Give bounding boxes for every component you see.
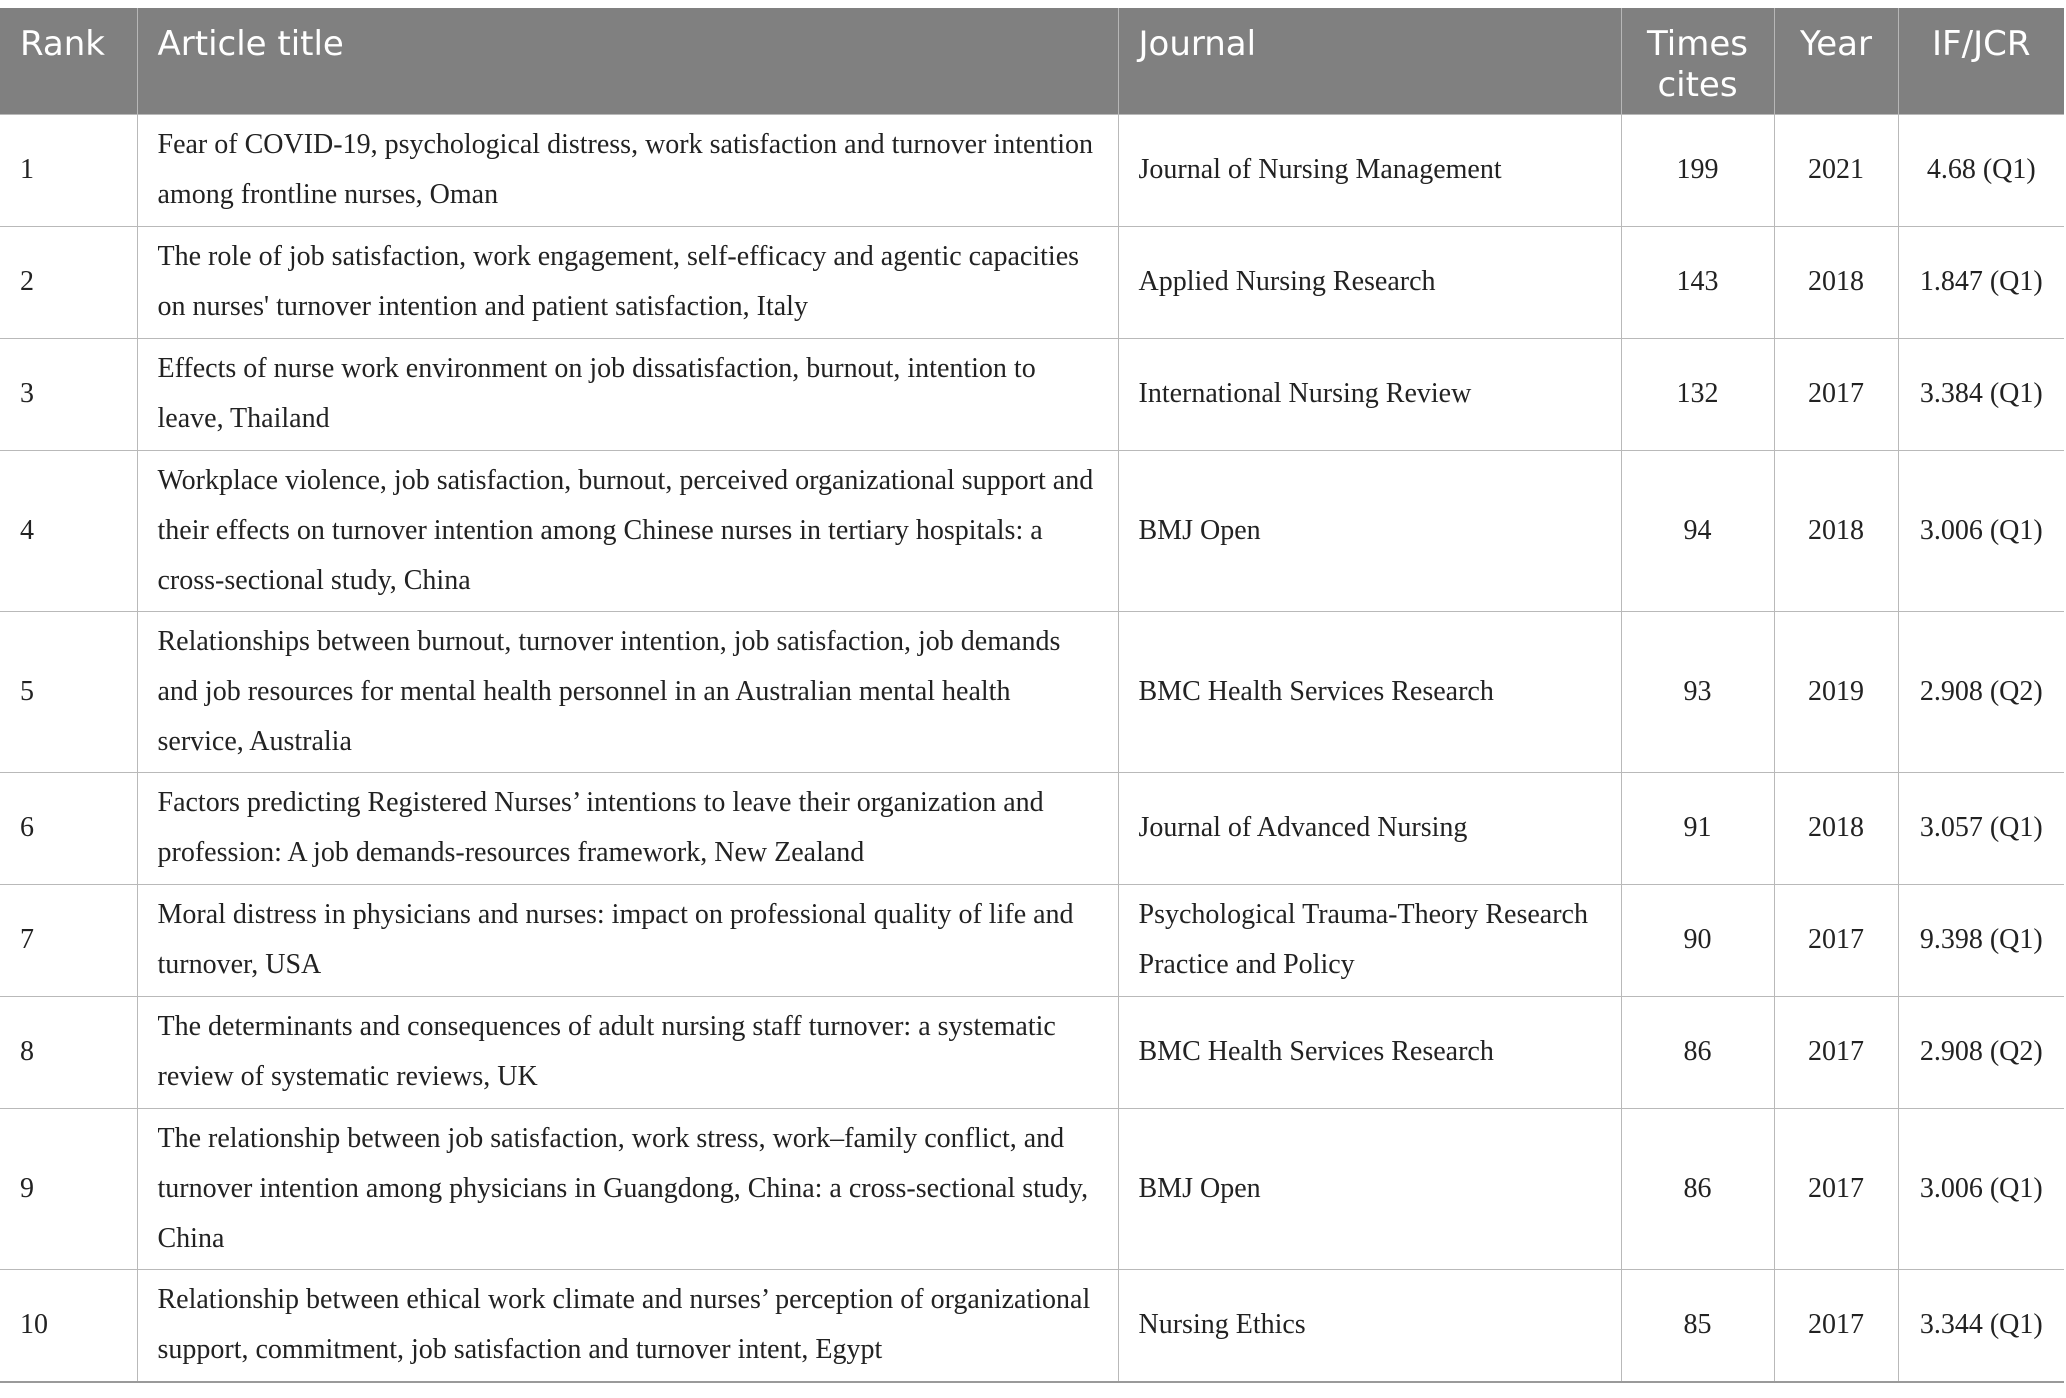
cell-rank: 4 xyxy=(0,451,137,612)
cell-times-cites: 91 xyxy=(1621,773,1774,885)
table-row xyxy=(0,612,2064,773)
cell-if-jcr: 3.057 (Q1) xyxy=(1898,773,2064,885)
cell-journal: Psychological Trauma-Theory Research Practice and Policy xyxy=(1118,885,1621,997)
header-times-cites: Times cites xyxy=(1621,8,1774,115)
cell-if-jcr: 3.006 (Q1) xyxy=(1898,1109,2064,1270)
cell-article-title: Workplace violence, job satisfaction, burnout, perceived organizational support and their effects on turnover intention among Chinese nurses in tertiary hospitals: a cross-sectional study, China xyxy=(137,451,1118,612)
cell-journal: BMC Health Services Research xyxy=(1118,612,1621,773)
table-row xyxy=(0,997,2064,1109)
cell-journal: BMC Health Services Research xyxy=(1118,997,1621,1109)
cell-year: 2019 xyxy=(1774,612,1898,773)
cell-year: 2018 xyxy=(1774,227,1898,339)
cell-rank: 7 xyxy=(0,885,137,997)
cell-article-title: Relationship between ethical work climate and nurses’ perception of organizational support, commitment, job satisfaction and turnover intent, Egypt xyxy=(137,1270,1118,1382)
cell-article-title: The role of job satisfaction, work engagement, self-efficacy and agentic capacities on nurses' turnover intention and patient satisfaction, Italy xyxy=(137,227,1118,339)
table-container xyxy=(0,8,2064,1383)
table-body xyxy=(0,115,2064,1382)
cell-article-title: The relationship between job satisfaction, work stress, work–family conflict, and turnover intention among physicians in Guangdong, China: a cross-sectional study, China xyxy=(137,1109,1118,1270)
header-year: Year xyxy=(1774,8,1898,115)
cell-journal: BMJ Open xyxy=(1118,1109,1621,1270)
table-row xyxy=(0,773,2064,885)
cell-times-cites: 94 xyxy=(1621,451,1774,612)
cell-times-cites: 93 xyxy=(1621,612,1774,773)
cell-rank: 8 xyxy=(0,997,137,1109)
cell-journal: BMJ Open xyxy=(1118,451,1621,612)
cell-times-cites: 199 xyxy=(1621,115,1774,227)
header-rank: Rank xyxy=(0,8,137,115)
cell-year: 2017 xyxy=(1774,1270,1898,1382)
cell-article-title: Relationships between burnout, turnover intention, job satisfaction, job demands and job resources for mental health personnel in an Australian mental health service, Australia xyxy=(137,612,1118,773)
cell-article-title: Moral distress in physicians and nurses: impact on professional quality of life and turnover, USA xyxy=(137,885,1118,997)
cell-article-title: Fear of COVID-19, psychological distress, work satisfaction and turnover intention among frontline nurses, Oman xyxy=(137,115,1118,227)
cell-year: 2017 xyxy=(1774,885,1898,997)
cell-if-jcr: 4.68 (Q1) xyxy=(1898,115,2064,227)
cell-rank: 2 xyxy=(0,227,137,339)
table-row xyxy=(0,1270,2064,1382)
cell-rank: 5 xyxy=(0,612,137,773)
cell-year: 2017 xyxy=(1774,1109,1898,1270)
header-if-jcr: IF/JCR xyxy=(1898,8,2064,115)
cell-times-cites: 132 xyxy=(1621,339,1774,451)
cell-rank: 3 xyxy=(0,339,137,451)
cell-rank: 9 xyxy=(0,1109,137,1270)
cell-article-title: Factors predicting Registered Nurses’ intentions to leave their organization and profession: A job demands-resources framework, New Zealand xyxy=(137,773,1118,885)
cell-journal: Nursing Ethics xyxy=(1118,1270,1621,1382)
cell-journal: International Nursing Review xyxy=(1118,339,1621,451)
cell-year: 2017 xyxy=(1774,339,1898,451)
top-cited-articles-table xyxy=(0,8,2064,1383)
cell-journal: Journal of Advanced Nursing xyxy=(1118,773,1621,885)
cell-if-jcr: 3.344 (Q1) xyxy=(1898,1270,2064,1382)
cell-times-cites: 86 xyxy=(1621,1109,1774,1270)
cell-times-cites: 85 xyxy=(1621,1270,1774,1382)
cell-rank: 1 xyxy=(0,115,137,227)
table-row xyxy=(0,885,2064,997)
cell-times-cites: 90 xyxy=(1621,885,1774,997)
cell-rank: 6 xyxy=(0,773,137,885)
cell-if-jcr: 1.847 (Q1) xyxy=(1898,227,2064,339)
cell-if-jcr: 2.908 (Q2) xyxy=(1898,612,2064,773)
cell-year: 2021 xyxy=(1774,115,1898,227)
cell-year: 2018 xyxy=(1774,773,1898,885)
cell-if-jcr: 3.384 (Q1) xyxy=(1898,339,2064,451)
cell-journal: Applied Nursing Research xyxy=(1118,227,1621,339)
table-row xyxy=(0,1109,2064,1270)
cell-year: 2018 xyxy=(1774,451,1898,612)
cell-if-jcr: 9.398 (Q1) xyxy=(1898,885,2064,997)
cell-times-cites: 143 xyxy=(1621,227,1774,339)
header-row xyxy=(0,8,2064,115)
cell-times-cites: 86 xyxy=(1621,997,1774,1109)
table-row xyxy=(0,451,2064,612)
table-row xyxy=(0,227,2064,339)
cell-article-title: The determinants and consequences of adult nursing staff turnover: a systematic review of systematic reviews, UK xyxy=(137,997,1118,1109)
header-article-title: Article title xyxy=(137,8,1118,115)
cell-if-jcr: 2.908 (Q2) xyxy=(1898,997,2064,1109)
table-row xyxy=(0,339,2064,451)
cell-article-title: Effects of nurse work environment on job dissatisfaction, burnout, intention to leave, Thailand xyxy=(137,339,1118,451)
cell-year: 2017 xyxy=(1774,997,1898,1109)
table-header xyxy=(0,8,2064,115)
header-journal: Journal xyxy=(1118,8,1621,115)
cell-journal: Journal of Nursing Management xyxy=(1118,115,1621,227)
cell-if-jcr: 3.006 (Q1) xyxy=(1898,451,2064,612)
cell-rank: 10 xyxy=(0,1270,137,1382)
table-row xyxy=(0,115,2064,227)
